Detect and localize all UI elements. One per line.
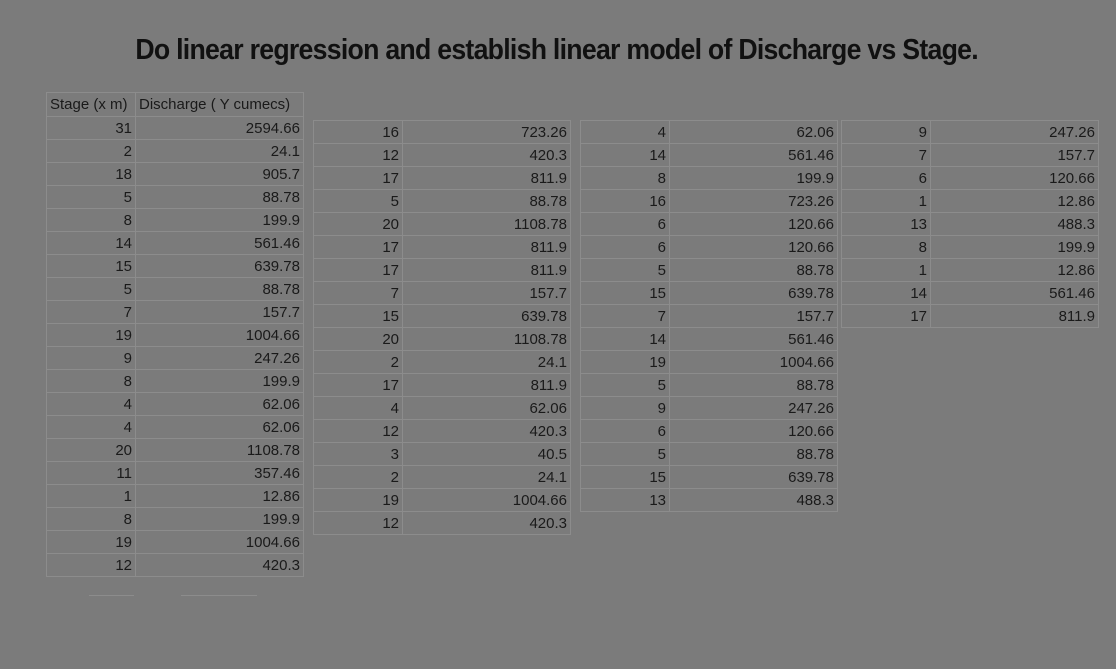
discharge-cell: 62.06 bbox=[670, 121, 838, 144]
discharge-cell: 639.78 bbox=[670, 282, 838, 305]
stage-cell: 5 bbox=[581, 374, 670, 397]
stage-cell: 9 bbox=[581, 397, 670, 420]
stage-cell: 19 bbox=[581, 351, 670, 374]
stage-cell: 7 bbox=[47, 301, 136, 324]
table-row bbox=[581, 420, 838, 443]
stage-cell: 14 bbox=[581, 328, 670, 351]
discharge-cell: 420.3 bbox=[136, 554, 304, 577]
discharge-cell: 1004.66 bbox=[136, 324, 304, 347]
table-row bbox=[581, 328, 838, 351]
stage-cell: 6 bbox=[581, 236, 670, 259]
stage-cell: 14 bbox=[581, 144, 670, 167]
stage-cell: 16 bbox=[581, 190, 670, 213]
discharge-cell: 12.86 bbox=[931, 190, 1099, 213]
stage-cell: 12 bbox=[314, 420, 403, 443]
discharge-cell: 24.1 bbox=[403, 466, 571, 489]
discharge-cell: 1004.66 bbox=[403, 489, 571, 512]
stage-cell: 8 bbox=[581, 167, 670, 190]
stage-cell: 4 bbox=[47, 393, 136, 416]
discharge-cell: 561.46 bbox=[670, 328, 838, 351]
table-row bbox=[314, 489, 571, 512]
stage-cell: 31 bbox=[47, 117, 136, 140]
table-row bbox=[47, 278, 304, 301]
stage-cell: 17 bbox=[314, 259, 403, 282]
discharge-cell: 639.78 bbox=[403, 305, 571, 328]
discharge-cell: 88.78 bbox=[403, 190, 571, 213]
table-row bbox=[581, 374, 838, 397]
discharge-cell: 120.66 bbox=[670, 236, 838, 259]
discharge-cell: 420.3 bbox=[403, 420, 571, 443]
stage-cell: 7 bbox=[842, 144, 931, 167]
stage-cell: 20 bbox=[314, 213, 403, 236]
discharge-cell: 488.3 bbox=[670, 489, 838, 512]
stage-cell: 13 bbox=[581, 489, 670, 512]
table-row bbox=[314, 512, 571, 535]
discharge-cell: 561.46 bbox=[931, 282, 1099, 305]
table-row bbox=[47, 439, 304, 462]
stage-cell: 15 bbox=[581, 466, 670, 489]
stage-cell: 3 bbox=[314, 443, 403, 466]
table-row bbox=[47, 324, 304, 347]
stage-cell: 5 bbox=[581, 443, 670, 466]
table-row bbox=[842, 144, 1099, 167]
discharge-cell: 40.5 bbox=[403, 443, 571, 466]
stage-cell: 5 bbox=[581, 259, 670, 282]
stage-cell: 2 bbox=[314, 466, 403, 489]
table-row bbox=[47, 508, 304, 531]
table-row bbox=[47, 347, 304, 370]
table-row bbox=[314, 236, 571, 259]
discharge-cell: 247.26 bbox=[136, 347, 304, 370]
table-row bbox=[47, 117, 304, 140]
table-row bbox=[581, 397, 838, 420]
table-row bbox=[314, 466, 571, 489]
discharge-cell: 1108.78 bbox=[403, 328, 571, 351]
table-row bbox=[47, 232, 304, 255]
stage-cell: 17 bbox=[842, 305, 931, 328]
table-row bbox=[314, 420, 571, 443]
stage-cell: 2 bbox=[47, 140, 136, 163]
stage-cell: 4 bbox=[314, 397, 403, 420]
discharge-cell: 157.7 bbox=[670, 305, 838, 328]
stage-cell: 5 bbox=[47, 278, 136, 301]
stage-cell: 20 bbox=[47, 439, 136, 462]
stage-cell: 6 bbox=[581, 420, 670, 443]
table-row bbox=[581, 167, 838, 190]
table-row bbox=[842, 213, 1099, 236]
stage-cell: 5 bbox=[314, 190, 403, 213]
stage-cell: 17 bbox=[314, 167, 403, 190]
table-row bbox=[314, 351, 571, 374]
stage-cell: 19 bbox=[47, 324, 136, 347]
table-row bbox=[581, 144, 838, 167]
table-row bbox=[314, 374, 571, 397]
table-row bbox=[581, 213, 838, 236]
table-row bbox=[314, 144, 571, 167]
stage-cell: 19 bbox=[47, 531, 136, 554]
stage-cell: 15 bbox=[47, 255, 136, 278]
discharge-cell: 12.86 bbox=[931, 259, 1099, 282]
data-table-2 bbox=[313, 120, 571, 535]
stage-cell: 5 bbox=[47, 186, 136, 209]
discharge-cell: 199.9 bbox=[136, 209, 304, 232]
table-row bbox=[47, 462, 304, 485]
stage-cell: 1 bbox=[842, 190, 931, 213]
discharge-cell: 199.9 bbox=[136, 508, 304, 531]
discharge-cell: 561.46 bbox=[136, 232, 304, 255]
stage-cell: 1 bbox=[47, 485, 136, 508]
stage-cell: 14 bbox=[842, 282, 931, 305]
discharge-cell: 811.9 bbox=[403, 236, 571, 259]
discharge-cell: 1108.78 bbox=[403, 213, 571, 236]
table-row bbox=[47, 163, 304, 186]
table-row bbox=[314, 305, 571, 328]
discharge-cell: 157.7 bbox=[403, 282, 571, 305]
stage-cell: 7 bbox=[581, 305, 670, 328]
table-row bbox=[47, 140, 304, 163]
discharge-cell: 157.7 bbox=[931, 144, 1099, 167]
stage-cell: 20 bbox=[314, 328, 403, 351]
table-row bbox=[47, 186, 304, 209]
discharge-cell: 2594.66 bbox=[136, 117, 304, 140]
data-table-3 bbox=[580, 120, 838, 512]
discharge-cell: 811.9 bbox=[403, 374, 571, 397]
stage-cell: 12 bbox=[314, 512, 403, 535]
discharge-cell: 120.66 bbox=[670, 420, 838, 443]
table-row bbox=[314, 259, 571, 282]
table-row bbox=[842, 282, 1099, 305]
table-row bbox=[581, 259, 838, 282]
discharge-cell: 247.26 bbox=[931, 121, 1099, 144]
discharge-cell: 24.1 bbox=[136, 140, 304, 163]
table-row bbox=[581, 282, 838, 305]
discharge-cell: 811.9 bbox=[403, 259, 571, 282]
table-row bbox=[842, 190, 1099, 213]
discharge-cell: 811.9 bbox=[931, 305, 1099, 328]
table-row bbox=[842, 305, 1099, 328]
table-row bbox=[842, 259, 1099, 282]
stage-cell: 19 bbox=[314, 489, 403, 512]
discharge-cell: 247.26 bbox=[670, 397, 838, 420]
table-row bbox=[581, 351, 838, 374]
stage-cell: 18 bbox=[47, 163, 136, 186]
discharge-cell: 88.78 bbox=[670, 374, 838, 397]
table-row bbox=[47, 255, 304, 278]
discharge-cell: 199.9 bbox=[931, 236, 1099, 259]
data-table-4 bbox=[841, 120, 1099, 328]
stage-cell: 13 bbox=[842, 213, 931, 236]
stage-cell: 2 bbox=[314, 351, 403, 374]
stage-cell: 15 bbox=[581, 282, 670, 305]
table-row bbox=[47, 393, 304, 416]
table-row bbox=[842, 236, 1099, 259]
discharge-cell: 62.06 bbox=[136, 416, 304, 439]
table-row bbox=[47, 416, 304, 439]
cell-border-fragment bbox=[89, 595, 134, 596]
discharge-cell: 88.78 bbox=[136, 186, 304, 209]
discharge-cell: 120.66 bbox=[670, 213, 838, 236]
discharge-cell: 120.66 bbox=[931, 167, 1099, 190]
discharge-cell: 62.06 bbox=[403, 397, 571, 420]
stage-cell: 8 bbox=[47, 508, 136, 531]
discharge-header: Discharge ( Y cumecs) bbox=[136, 93, 304, 117]
discharge-cell: 639.78 bbox=[136, 255, 304, 278]
stage-cell: 12 bbox=[47, 554, 136, 577]
discharge-cell: 488.3 bbox=[931, 213, 1099, 236]
stage-header: Stage (x m) bbox=[47, 93, 136, 117]
discharge-cell: 199.9 bbox=[136, 370, 304, 393]
discharge-cell: 12.86 bbox=[136, 485, 304, 508]
table-row bbox=[314, 121, 571, 144]
discharge-cell: 199.9 bbox=[670, 167, 838, 190]
stage-cell: 4 bbox=[581, 121, 670, 144]
cell-border-fragment bbox=[181, 595, 257, 596]
discharge-cell: 905.7 bbox=[136, 163, 304, 186]
table-row bbox=[581, 443, 838, 466]
stage-cell: 9 bbox=[47, 347, 136, 370]
table-row bbox=[47, 531, 304, 554]
header-row bbox=[47, 93, 304, 117]
table-row bbox=[47, 301, 304, 324]
discharge-cell: 723.26 bbox=[670, 190, 838, 213]
stage-cell: 17 bbox=[314, 236, 403, 259]
table-row bbox=[581, 489, 838, 512]
stage-cell: 8 bbox=[842, 236, 931, 259]
table-row bbox=[314, 397, 571, 420]
stage-cell: 6 bbox=[842, 167, 931, 190]
table-row bbox=[314, 443, 571, 466]
discharge-cell: 639.78 bbox=[670, 466, 838, 489]
discharge-cell: 420.3 bbox=[403, 512, 571, 535]
discharge-cell: 88.78 bbox=[136, 278, 304, 301]
discharge-cell: 1004.66 bbox=[670, 351, 838, 374]
table-row bbox=[581, 121, 838, 144]
table-row bbox=[47, 370, 304, 393]
table-row bbox=[842, 121, 1099, 144]
stage-cell: 11 bbox=[47, 462, 136, 485]
table-row bbox=[581, 305, 838, 328]
stage-cell: 14 bbox=[47, 232, 136, 255]
discharge-cell: 357.46 bbox=[136, 462, 304, 485]
discharge-cell: 1108.78 bbox=[136, 439, 304, 462]
table-row bbox=[581, 466, 838, 489]
stage-cell: 4 bbox=[47, 416, 136, 439]
discharge-cell: 62.06 bbox=[136, 393, 304, 416]
table-row bbox=[314, 213, 571, 236]
table-row bbox=[842, 167, 1099, 190]
stage-cell: 7 bbox=[314, 282, 403, 305]
discharge-cell: 723.26 bbox=[403, 121, 571, 144]
table-row bbox=[314, 190, 571, 213]
discharge-cell: 88.78 bbox=[670, 259, 838, 282]
stage-cell: 1 bbox=[842, 259, 931, 282]
data-table-1 bbox=[46, 92, 304, 577]
stage-cell: 6 bbox=[581, 213, 670, 236]
table-row bbox=[47, 485, 304, 508]
discharge-cell: 157.7 bbox=[136, 301, 304, 324]
page-title: Do linear regression and establish linear model of Discharge vs Stage. bbox=[135, 34, 978, 66]
table-row bbox=[581, 236, 838, 259]
discharge-cell: 24.1 bbox=[403, 351, 571, 374]
stage-cell: 9 bbox=[842, 121, 931, 144]
table-row bbox=[581, 190, 838, 213]
table-row bbox=[314, 328, 571, 351]
stage-cell: 16 bbox=[314, 121, 403, 144]
table-row bbox=[47, 554, 304, 577]
discharge-cell: 420.3 bbox=[403, 144, 571, 167]
stage-cell: 8 bbox=[47, 209, 136, 232]
stage-cell: 8 bbox=[47, 370, 136, 393]
table-row bbox=[314, 167, 571, 190]
discharge-cell: 88.78 bbox=[670, 443, 838, 466]
discharge-cell: 811.9 bbox=[403, 167, 571, 190]
table-row bbox=[314, 282, 571, 305]
stage-cell: 17 bbox=[314, 374, 403, 397]
discharge-cell: 1004.66 bbox=[136, 531, 304, 554]
stage-cell: 12 bbox=[314, 144, 403, 167]
discharge-cell: 561.46 bbox=[670, 144, 838, 167]
stage-cell: 15 bbox=[314, 305, 403, 328]
table-row bbox=[47, 209, 304, 232]
